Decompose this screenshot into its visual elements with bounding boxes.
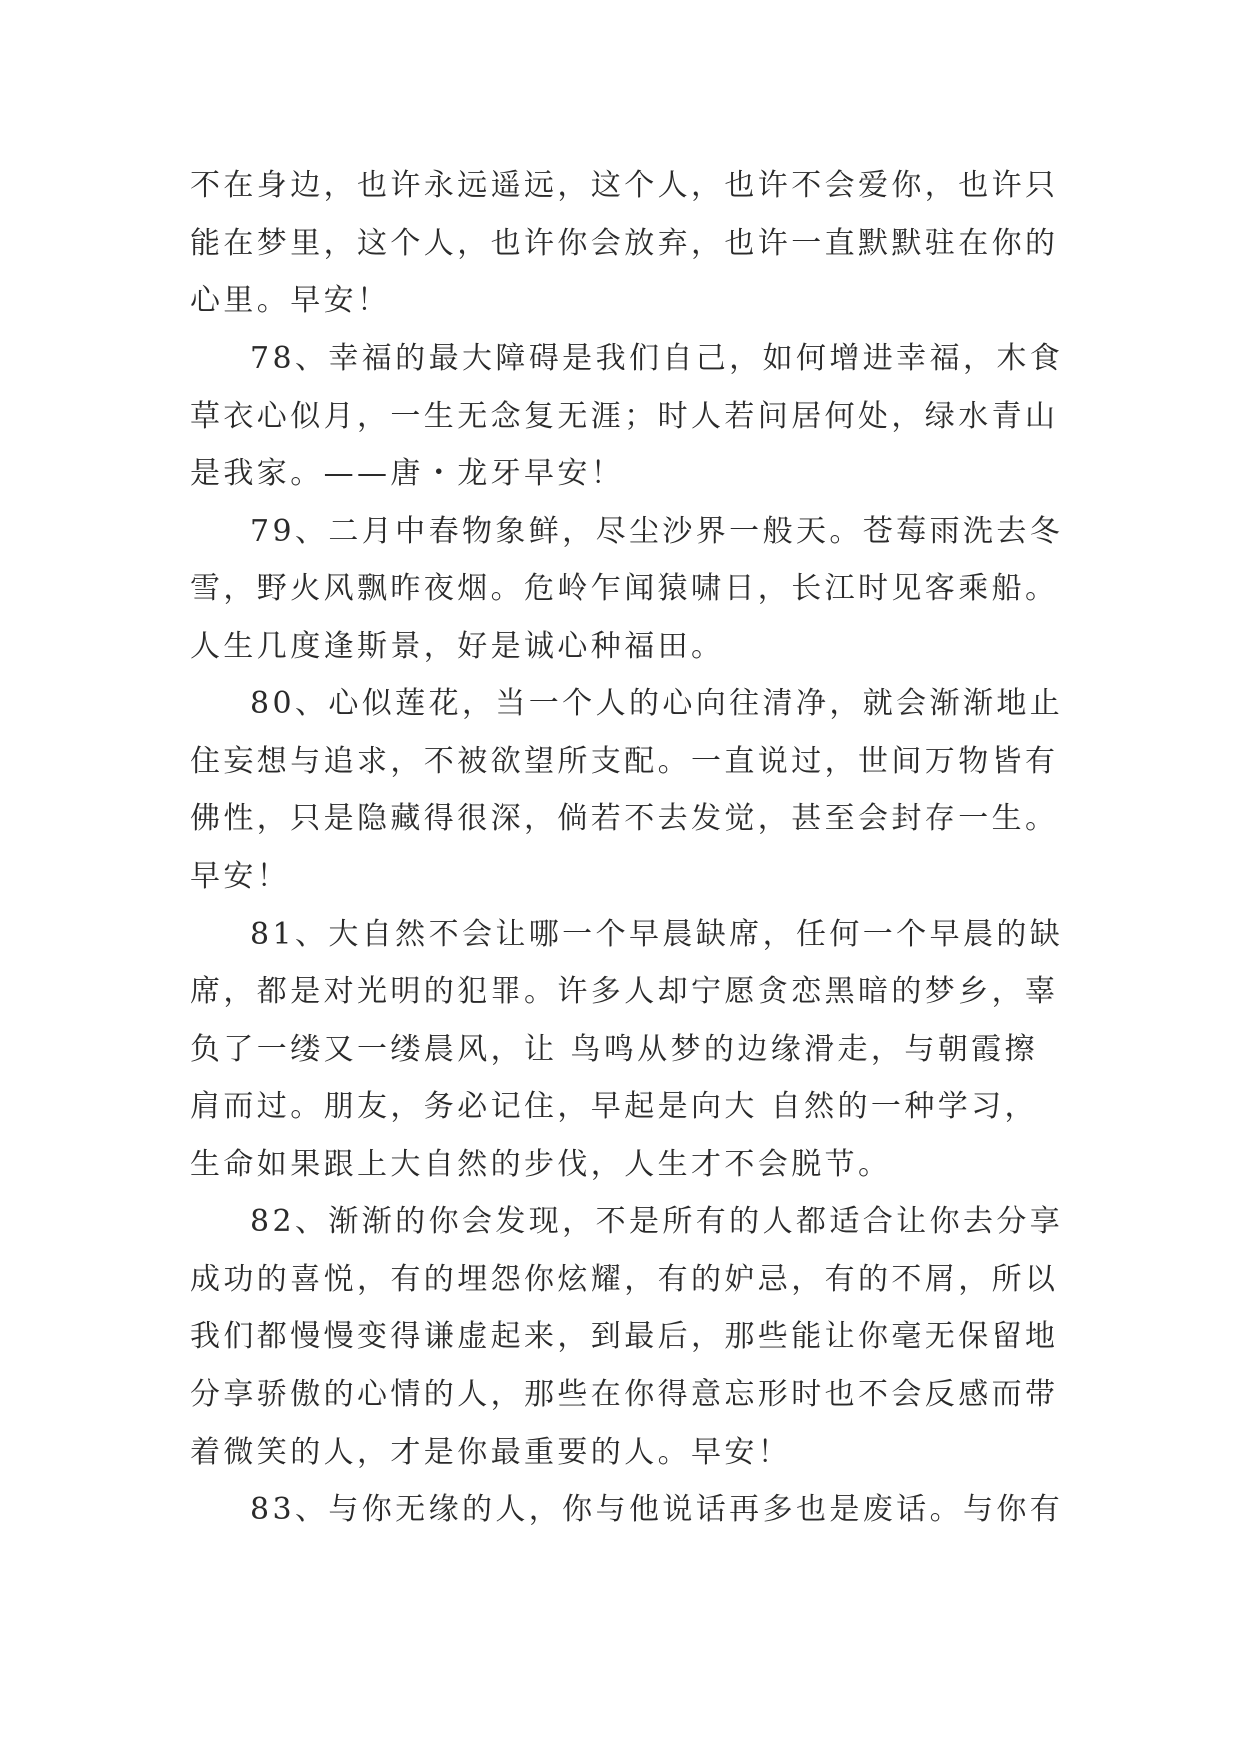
text-line: 成功的喜悦，有的埋怨你炫耀，有的妒忌，有的不屑，所以 [190, 1262, 1059, 1297]
text-line: 生命如果跟上大自然的步伐，人生才不会脱节。 [190, 1147, 892, 1182]
text-line: 我们都慢慢变得谦虚起来，到最后，那些能让你毫无保留地 [190, 1319, 1059, 1354]
text-line: 负了一缕又一缕晨风，让 鸟鸣从梦的边缘滑走，与朝霞擦 [190, 1032, 1038, 1067]
text-line: 分享骄傲的心情的人，那些在你得意忘形时也不会反感而带 [190, 1377, 1059, 1412]
text-line: 住妄想与追求，不被欲望所支配。一直说过，世间万物皆有 [190, 744, 1059, 779]
text-line: 雪，野火风飘昨夜烟。危岭乍闻猿啸日，长江时见客乘船。 [190, 571, 1059, 606]
text-line: 肩而过。朋友，务必记住，早起是向大 自然的一种学习， [190, 1089, 1038, 1124]
paragraph-81-start: 81、大自然不会让哪一个早晨缺席，任何一个早晨的缺 [250, 917, 1064, 952]
paragraph-82-start: 82、渐渐的你会发现，不是所有的人都适合让你去分享 [250, 1204, 1064, 1239]
text-line: 佛性，只是隐藏得很深，倘若不去发觉，甚至会封存一生。 [190, 801, 1059, 836]
text-line: 席，都是对光明的犯罪。许多人却宁愿贪恋黑暗的梦乡，辜 [190, 974, 1059, 1009]
paragraph-79-start: 79、二月中春物象鲜，尽尘沙界一般天。苍莓雨洗去冬 [250, 514, 1064, 549]
paragraph-78-start: 78、幸福的最大障碍是我们自己，如何增进幸福，木食 [250, 341, 1064, 376]
text-line: 心里。早安！ [190, 283, 391, 318]
text-line: 人生几度逢斯景，好是诚心种福田。 [190, 629, 725, 664]
text-line: 不在身边，也许永远遥远，这个人，也许不会爱你，也许只 [190, 168, 1059, 203]
text-line: 是我家。——唐・龙牙早安！ [190, 456, 625, 491]
paragraph-83-start: 83、与你无缘的人，你与他说话再多也是废话。与你有 [250, 1492, 1064, 1527]
text-line: 草衣心似月，一生无念复无涯；时人若问居何处，绿水青山 [190, 399, 1059, 434]
paragraph-80-start: 80、心似莲花，当一个人的心向往清净，就会渐渐地止 [250, 686, 1064, 721]
text-line: 着微笑的人，才是你最重要的人。早安！ [190, 1435, 792, 1470]
text-line: 能在梦里，这个人，也许你会放弃，也许一直默默驻在你的 [190, 226, 1059, 261]
text-line: 早安！ [190, 859, 291, 894]
